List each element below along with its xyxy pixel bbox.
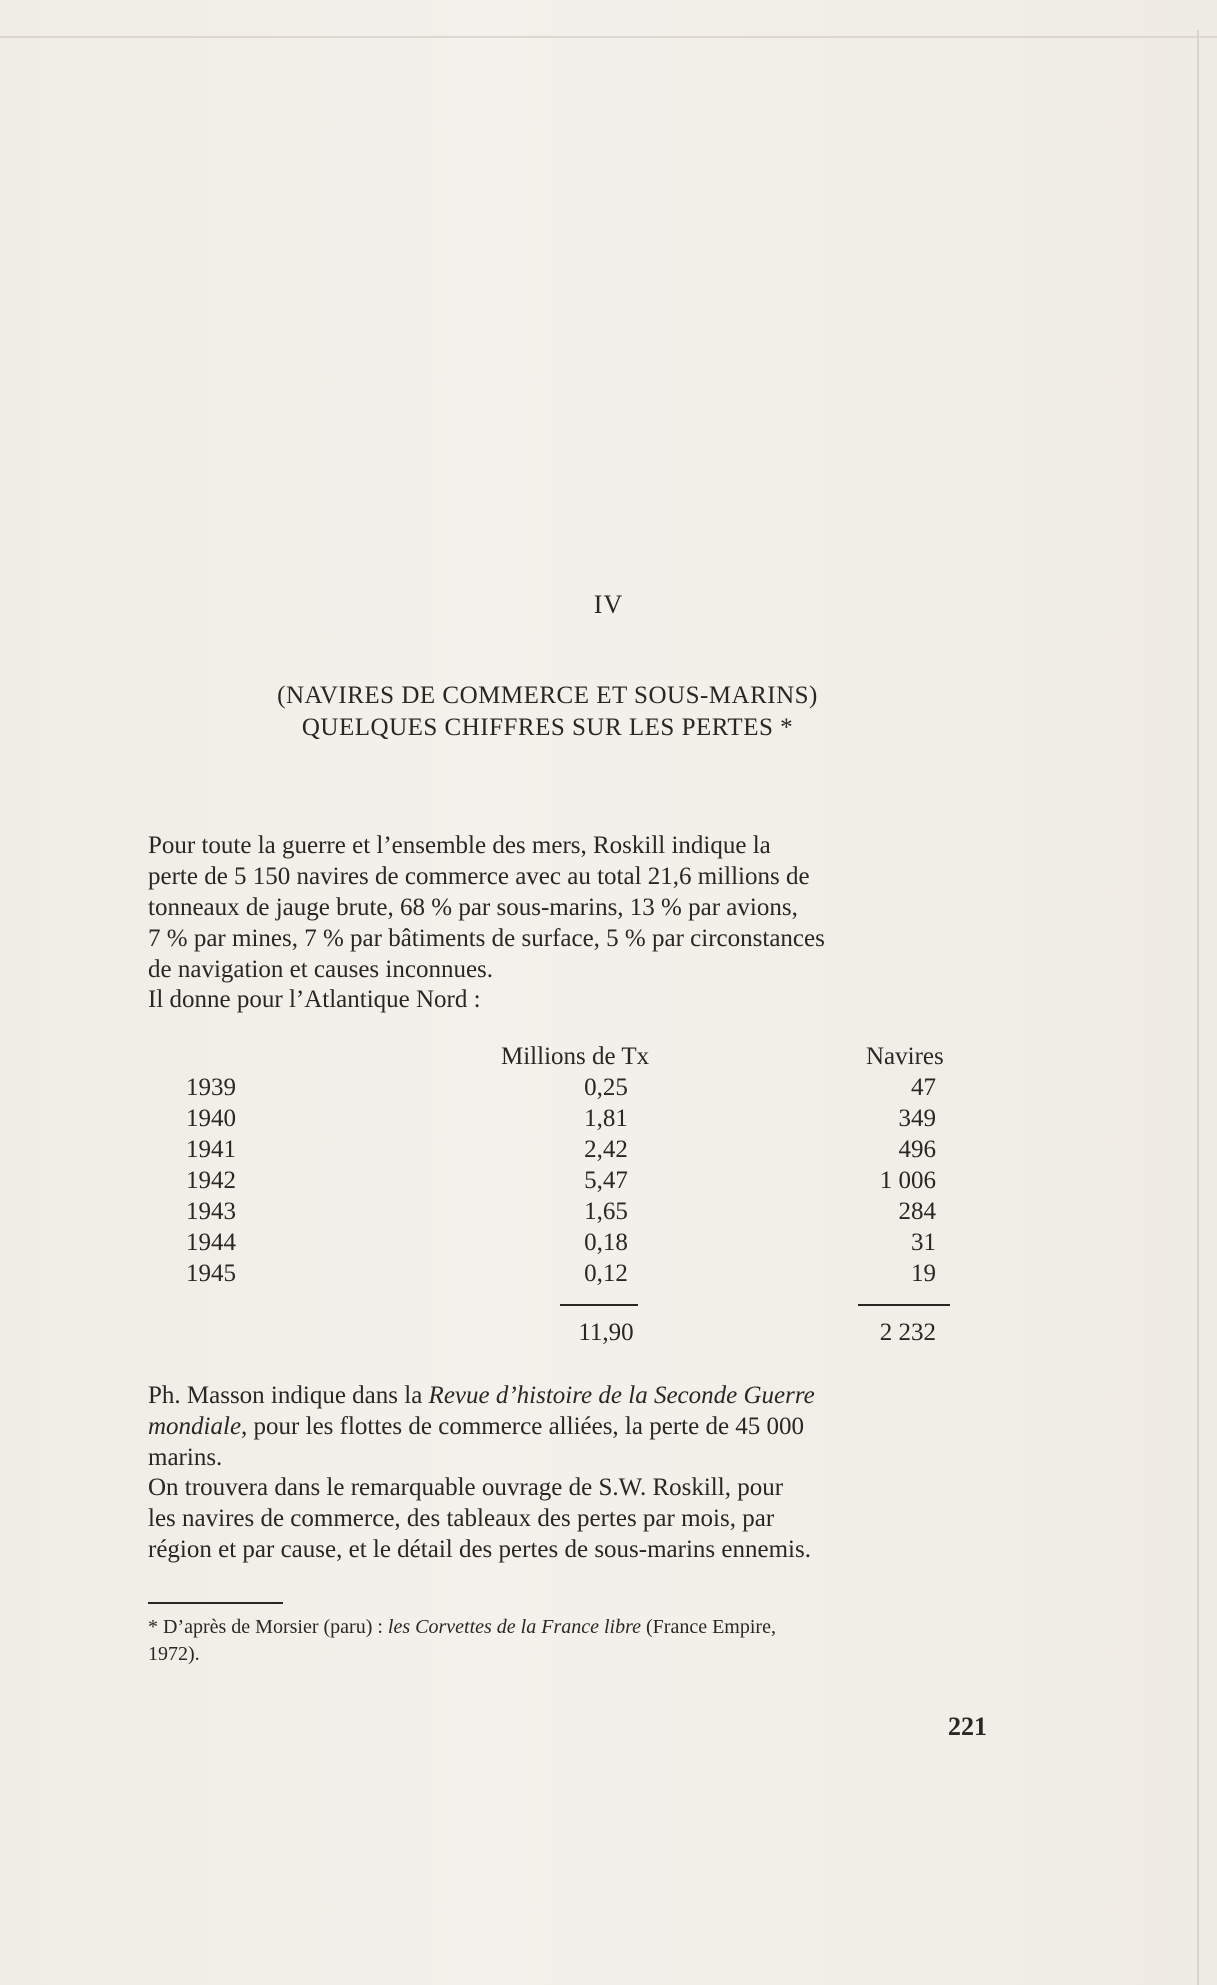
- table-row: [186, 1167, 956, 1198]
- cell-ships: 31: [911, 1229, 936, 1256]
- cell-tonnage: 0,12: [584, 1260, 628, 1287]
- cell-tonnage: 1,65: [584, 1198, 628, 1225]
- text-run: pour les flottes de commerce alliées, la perte de 45 000: [247, 1413, 805, 1440]
- paragraph-line: de navigation et causes inconnues.: [148, 956, 494, 983]
- paragraph-line: région et par cause, et le détail des pertes de sous-marins ennemis.: [148, 1536, 811, 1563]
- footnote-prefix: * D’après de Morsier (paru) :: [148, 1616, 388, 1638]
- section-number: IV: [593, 590, 624, 619]
- cell-year: 1943: [186, 1198, 236, 1225]
- cell-year: 1942: [186, 1167, 236, 1194]
- page-top-edge: [0, 36, 1217, 38]
- table-total-row: [186, 1319, 956, 1350]
- cell-year: 1941: [186, 1136, 236, 1163]
- cell-tonnage: 0,18: [584, 1229, 628, 1256]
- cell-year: 1940: [186, 1105, 236, 1132]
- text-run: Ph. Masson indique dans la: [148, 1382, 429, 1409]
- cell-total-ships: 2 232: [879, 1319, 936, 1346]
- section-heading: [0, 680, 1095, 744]
- heading-line-1: (NAVIRES DE COMMERCE ET SOUS-MARINS): [277, 682, 818, 709]
- total-rule-ships: [858, 1304, 950, 1306]
- cell-year: 1944: [186, 1229, 236, 1256]
- cell-year: 1939: [186, 1074, 236, 1101]
- table-row: [186, 1074, 956, 1105]
- paragraph-line: les navires de commerce, des tableaux des pertes par mois, par: [148, 1505, 775, 1532]
- paragraph-north-atlantic-intro: Il donne pour l’Atlantique Nord :: [148, 986, 481, 1013]
- paragraph-line: On trouvera dans le remarquable ouvrage de S.W. Roskill, pour: [148, 1474, 784, 1501]
- footnote: [148, 1614, 1004, 1668]
- cell-tonnage: 1,81: [584, 1105, 628, 1132]
- paragraph-line: marins.: [148, 1444, 223, 1471]
- footnote-line: [148, 1614, 1004, 1641]
- cell-tonnage: 0,25: [584, 1074, 628, 1101]
- cell-ships: 1 006: [879, 1167, 936, 1194]
- paragraph-line: [148, 1411, 1004, 1442]
- paragraph-line: [148, 1380, 1004, 1411]
- cell-ships: 349: [898, 1105, 936, 1132]
- table-row: [186, 1229, 956, 1260]
- table-row: [186, 1136, 956, 1167]
- heading-line-2: QUELQUES CHIFFRES SUR LES PERTES *: [301, 714, 794, 741]
- table-row: [186, 1105, 956, 1136]
- cell-year: 1945: [186, 1260, 236, 1287]
- page-right-edge: [1197, 30, 1199, 1985]
- paragraph-masson: [148, 1380, 1004, 1473]
- paragraph-line: 7 % par mines, 7 % par bâtiments de surface, 5 % par circonstances: [148, 925, 825, 952]
- paragraph-line: Pour toute la guerre et l’ensemble des mers, Roskill indique la: [148, 832, 771, 859]
- journal-title-cont: mondiale,: [148, 1413, 248, 1440]
- total-rule-tonnage: [560, 1304, 638, 1306]
- table-row: [186, 1198, 956, 1229]
- column-header-tonnage: Millions de Tx: [501, 1043, 650, 1070]
- cell-ships: 47: [911, 1074, 936, 1101]
- cell-ships: 284: [898, 1198, 936, 1225]
- cell-total-tonnage: 11,90: [578, 1319, 634, 1346]
- footnote-separator: [148, 1602, 283, 1604]
- journal-title: Revue d’histoire de la Seconde Guerre: [428, 1382, 815, 1409]
- footnote-suffix: (France Empire,: [641, 1616, 776, 1638]
- footnote-book-title: les Corvettes de la France libre: [387, 1616, 642, 1638]
- cell-ships: 19: [911, 1260, 936, 1287]
- paragraph-roskill: [148, 1472, 1004, 1565]
- table-row: [186, 1260, 956, 1291]
- paragraph-losses-overview: [148, 830, 1004, 985]
- cell-ships: 496: [898, 1136, 936, 1163]
- footnote-line: 1972).: [148, 1643, 200, 1665]
- page-number: 221: [948, 1712, 987, 1741]
- cell-tonnage: 5,47: [584, 1167, 628, 1194]
- paragraph-line: perte de 5 150 navires de commerce avec au total 21,6 millions de: [148, 863, 810, 890]
- column-header-ships: Navires: [866, 1043, 944, 1070]
- cell-tonnage: 2,42: [584, 1136, 628, 1163]
- paragraph-line: tonneaux de jauge brute, 68 % par sous-marins, 13 % par avions,: [148, 894, 798, 921]
